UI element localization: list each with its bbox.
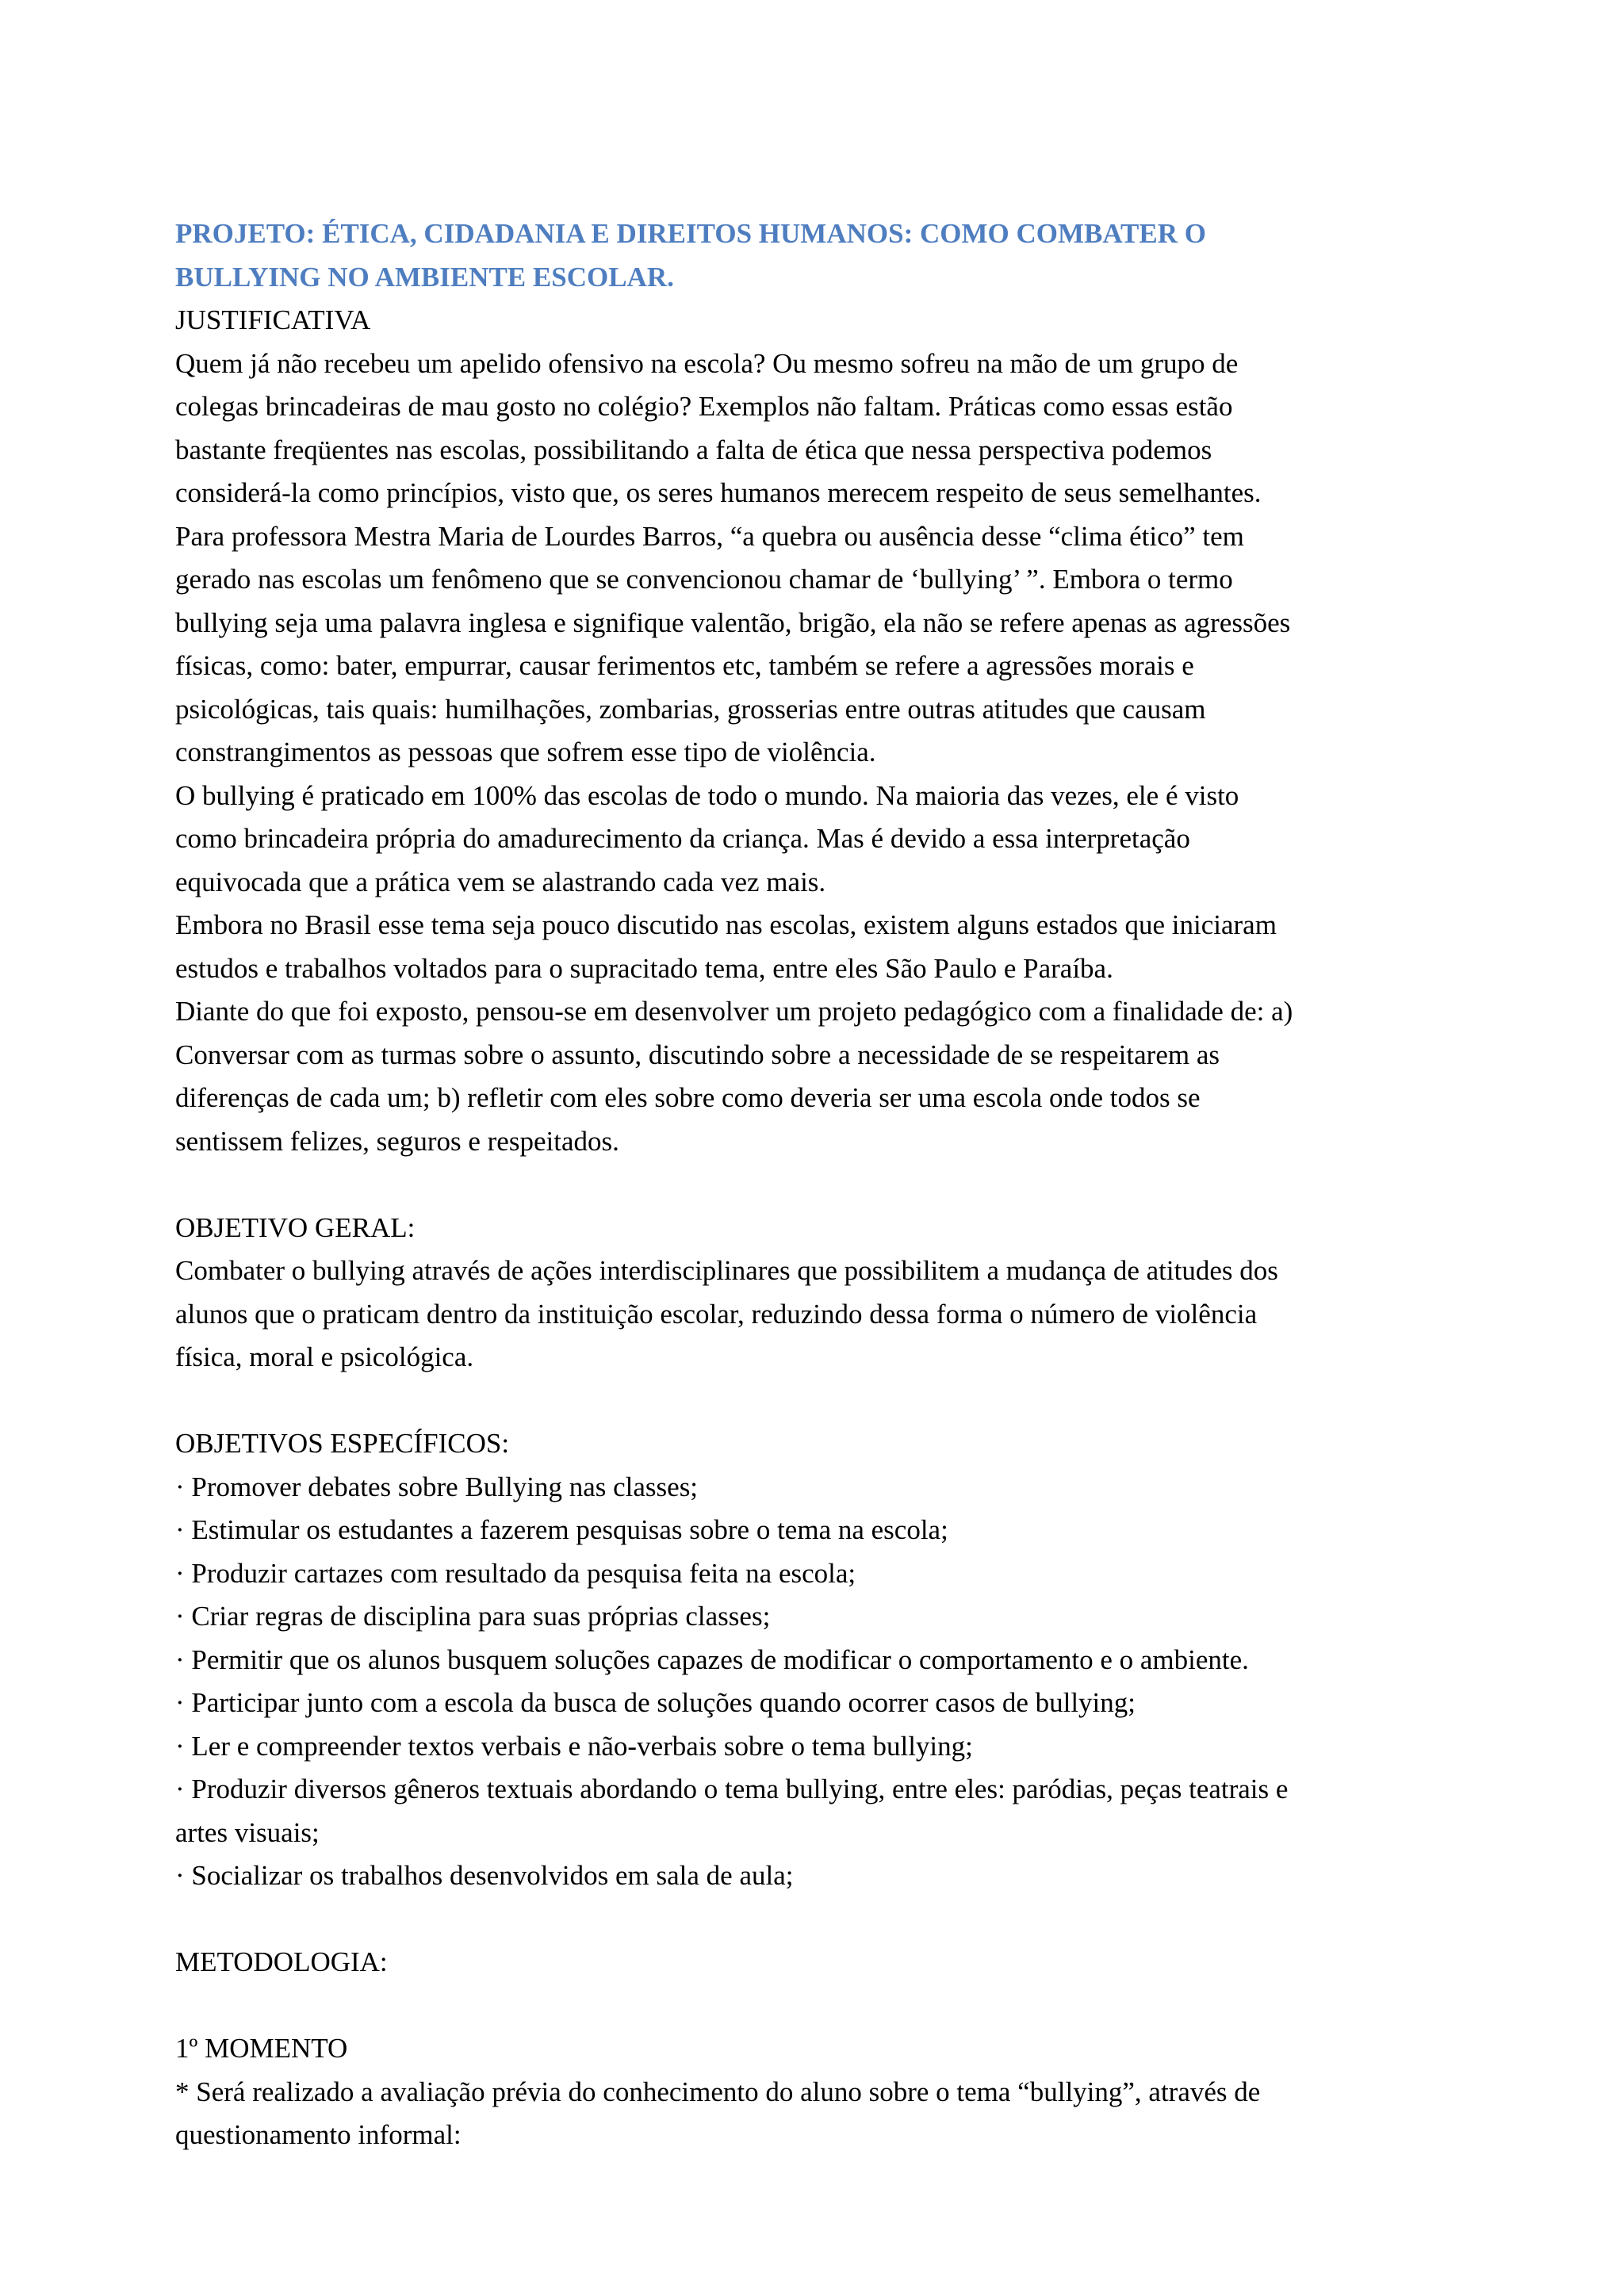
spacer: [175, 1898, 1507, 1942]
objetivo-geral-body: [175, 1249, 1507, 1380]
paragraph-line: alunos que o praticam dentro da instituição escolar, reduzindo dessa forma o número de violência: [175, 1298, 1258, 1330]
paragraph-line: bullying seja uma palavra inglesa e signifique valentão, brigão, ela não se refere apenas as agressões: [175, 607, 1291, 638]
objetivos-especificos-heading: OBJETIVOS ESPECÍFICOS:: [175, 1428, 510, 1459]
paragraph-line: sentissem felizes, seguros e respeitados.: [175, 1125, 619, 1157]
paragraph-line: constrangimentos as pessoas que sofrem esse tipo de violência.: [175, 737, 876, 767]
document-page: [175, 212, 1507, 2157]
paragraph-line: equivocada que a prática vem se alastrando cada vez mais.: [175, 866, 826, 897]
objetivo-geral-heading: OBJETIVO GERAL:: [175, 1211, 416, 1243]
list-item: · Estimular os estudantes a fazerem pesquisas sobre o tema na escola;: [175, 1514, 948, 1545]
objetivos-especificos-list: [175, 1466, 1507, 1898]
list-item: · Socializar os trabalhos desenvolvidos em sala de aula;: [175, 1860, 794, 1891]
document-title: [175, 212, 1507, 299]
paragraph-line: * Será realizado a avaliação prévia do conhecimento do aluno sobre o tema “bullying”, através de: [175, 2076, 1261, 2107]
momento1-body: [175, 2071, 1507, 2157]
paragraph-line: Quem já não recebeu um apelido ofensivo na escola? Ou mesmo sofreu na mão de um grupo de: [175, 347, 1239, 379]
title-line: PROJETO: ÉTICA, CIDADANIA E DIREITOS HUMANOS: COMO COMBATER O: [175, 218, 1206, 249]
paragraph-line: Diante do que foi exposto, pensou-se em desenvolver um projeto pedagógico com a finalidade de: a): [175, 996, 1293, 1027]
list-item: · Ler e compreender textos verbais e não-verbais sobre o tema bullying;: [175, 1730, 973, 1762]
list-item: · Participar junto com a escola da busca de soluções quando ocorrer casos de bullying;: [175, 1687, 1136, 1718]
justificativa-heading: JUSTIFICATIVA: [175, 304, 371, 335]
paragraph-line: Para professora Mestra Maria de Lourdes Barros, “a quebra ou ausência desse “clima ético” tem: [175, 520, 1244, 552]
paragraph-line: diferenças de cada um; b) refletir com eles sobre como deveria ser uma escola onde todos se: [175, 1082, 1201, 1113]
paragraph-line: Embora no Brasil esse tema seja pouco discutido nas escolas, existem alguns estados que iniciaram: [175, 909, 1277, 940]
paragraph-line: físicas, como: bater, empurrar, causar ferimentos etc, também se refere a agressões morais e: [175, 650, 1194, 681]
list-item: · Promover debates sobre Bullying nas classes;: [175, 1471, 699, 1502]
title-line: BULLYING NO AMBIENTE ESCOLAR.: [175, 261, 674, 293]
paragraph-line: considerá-la como princípios, visto que, os seres humanos merecem respeito de seus semelhantes.: [175, 477, 1262, 508]
spacer: [175, 1984, 1507, 2028]
paragraph-line: O bullying é praticado em 100% das escolas de todo o mundo. Na maioria das vezes, ele é visto: [175, 779, 1239, 811]
paragraph-line: questionamento informal:: [175, 2119, 462, 2150]
metodologia-heading: METODOLOGIA:: [175, 1946, 388, 1977]
list-item: · Permitir que os alunos busquem soluções capazes de modificar o comportamento e o ambiente.: [175, 1644, 1249, 1675]
spacer: [175, 1380, 1507, 1423]
paragraph-line: Conversar com as turmas sobre o assunto, discutindo sobre a necessidade de se respeitarem as: [175, 1039, 1220, 1070]
paragraph-line: bastante freqüentes nas escolas, possibilitando a falta de ética que nessa perspectiva podemos: [175, 434, 1212, 465]
list-item: · Criar regras de disciplina para suas próprias classes;: [175, 1601, 771, 1632]
list-item: · Produzir cartazes com resultado da pesquisa feita na escola;: [175, 1557, 856, 1589]
paragraph-line: estudos e trabalhos voltados para o supracitado tema, entre eles São Paulo e Paraíba.: [175, 952, 1113, 984]
paragraph-line: como brincadeira própria do amadurecimento da criança. Mas é devido a essa interpretação: [175, 823, 1190, 854]
paragraph-line: psicológicas, tais quais: humilhações, zombarias, grosserias entre outras atitudes que causam: [175, 693, 1206, 725]
momento1-heading: 1º MOMENTO: [175, 2033, 348, 2064]
justificativa-body: [175, 342, 1507, 1164]
paragraph-line: gerado nas escolas um fenômeno que se convencionou chamar de ‘bullying’ ”. Embora o termo: [175, 564, 1233, 595]
spacer: [175, 1163, 1507, 1207]
paragraph-line: física, moral e psicológica.: [175, 1341, 474, 1372]
list-item: · Produzir diversos gêneros textuais abordando o tema bullying, entre eles: paródias, peças teatrais e: [175, 1774, 1289, 1804]
list-item: artes visuais;: [175, 1816, 320, 1848]
paragraph-line: Combater o bullying através de ações interdisciplinares que possibilitem a mudança de atitudes dos: [175, 1255, 1278, 1286]
paragraph-line: colegas brincadeiras de mau gosto no colégio? Exemplos não faltam. Práticas como essas estão: [175, 391, 1233, 422]
